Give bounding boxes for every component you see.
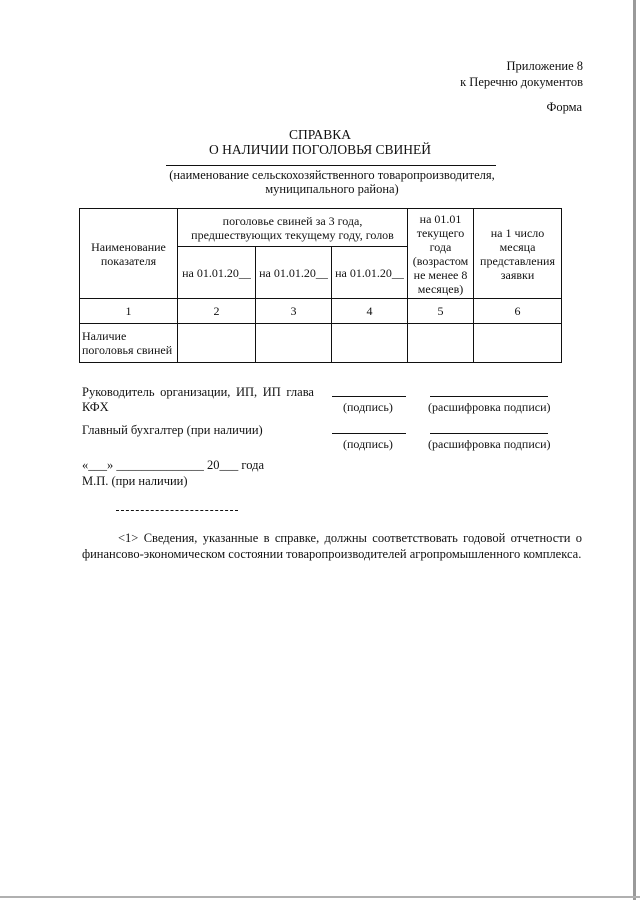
header-year-3: на 01.01.20__ — [332, 247, 408, 299]
title-line-2: О НАЛИЧИИ ПОГОЛОВЬЯ СВИНЕЙ — [208, 142, 432, 157]
form-label: Форма — [546, 100, 582, 114]
header-current-year: на 01.01 текущего года (возрастом не менее 8 месяцев) — [408, 209, 474, 299]
header-three-years-group: поголовье свиней за 3 года, предшествующих текущему году, голов — [178, 209, 408, 247]
head-label-line-1: Руководитель организации, ИП, ИП глава — [82, 385, 314, 399]
title-line-1: СПРАВКА — [288, 127, 352, 142]
accountant-sign-caption: (подпись) — [343, 437, 393, 451]
value-year-3-cell[interactable] — [332, 324, 408, 363]
producer-caption-line-2: муниципального района) — [265, 182, 399, 196]
value-current-year-cell[interactable] — [408, 324, 474, 363]
column-number-2: 2 — [178, 299, 256, 324]
head-signature-line[interactable] — [332, 396, 406, 397]
appendix-reference — [460, 58, 583, 90]
value-year-2-cell[interactable] — [256, 324, 332, 363]
accountant-decode-caption: (расшифровка подписи) — [428, 437, 551, 451]
column-number-1: 1 — [80, 299, 178, 324]
column-number-4: 4 — [332, 299, 408, 324]
header-year-2: на 01.01.20__ — [256, 247, 332, 299]
footnote-text: <1> Сведения, указанные в справке, должны соответствовать годовой отчетности о финансово-экономическом состоянии товаропроизводителей агропромышленного комплекса. — [82, 531, 582, 561]
head-decode-caption: (расшифровка подписи) — [428, 400, 551, 414]
accountant-signature-line[interactable] — [332, 433, 406, 434]
footnote-separator — [116, 510, 238, 511]
document-title — [0, 127, 640, 157]
producer-name-caption — [0, 168, 640, 196]
stamp-label: М.П. (при наличии) — [82, 474, 188, 488]
column-number-3: 3 — [256, 299, 332, 324]
value-year-1-cell[interactable] — [178, 324, 256, 363]
head-decode-line[interactable] — [430, 396, 548, 397]
column-number-6: 6 — [474, 299, 562, 324]
accountant-decode-line[interactable] — [430, 433, 548, 434]
head-sign-caption: (подпись) — [343, 400, 393, 414]
producer-caption-line-1: (наименование сельскохозяйственного товаропроизводителя, — [169, 168, 495, 182]
appendix-line-1: Приложение 8 — [506, 59, 583, 73]
date-line[interactable]: «___» ______________ 20___ года — [82, 458, 264, 472]
accountant-label: Главный бухгалтер (при наличии) — [82, 423, 263, 437]
livestock-table — [79, 208, 562, 363]
header-indicator-name: Наименование показателя — [80, 209, 178, 299]
row-label-pig-count: Наличие поголовья свиней — [80, 324, 178, 363]
header-year-1: на 01.01.20__ — [178, 247, 256, 299]
value-application-month-cell[interactable] — [474, 324, 562, 363]
scan-edge-bottom — [0, 896, 640, 898]
head-signature-label — [82, 385, 314, 400]
head-label-line-2: КФХ — [82, 400, 109, 414]
header-application-month: на 1 число месяца представления заявки — [474, 209, 562, 299]
appendix-line-2: к Перечню документов — [460, 75, 583, 89]
column-number-5: 5 — [408, 299, 474, 324]
producer-name-line — [166, 165, 496, 166]
